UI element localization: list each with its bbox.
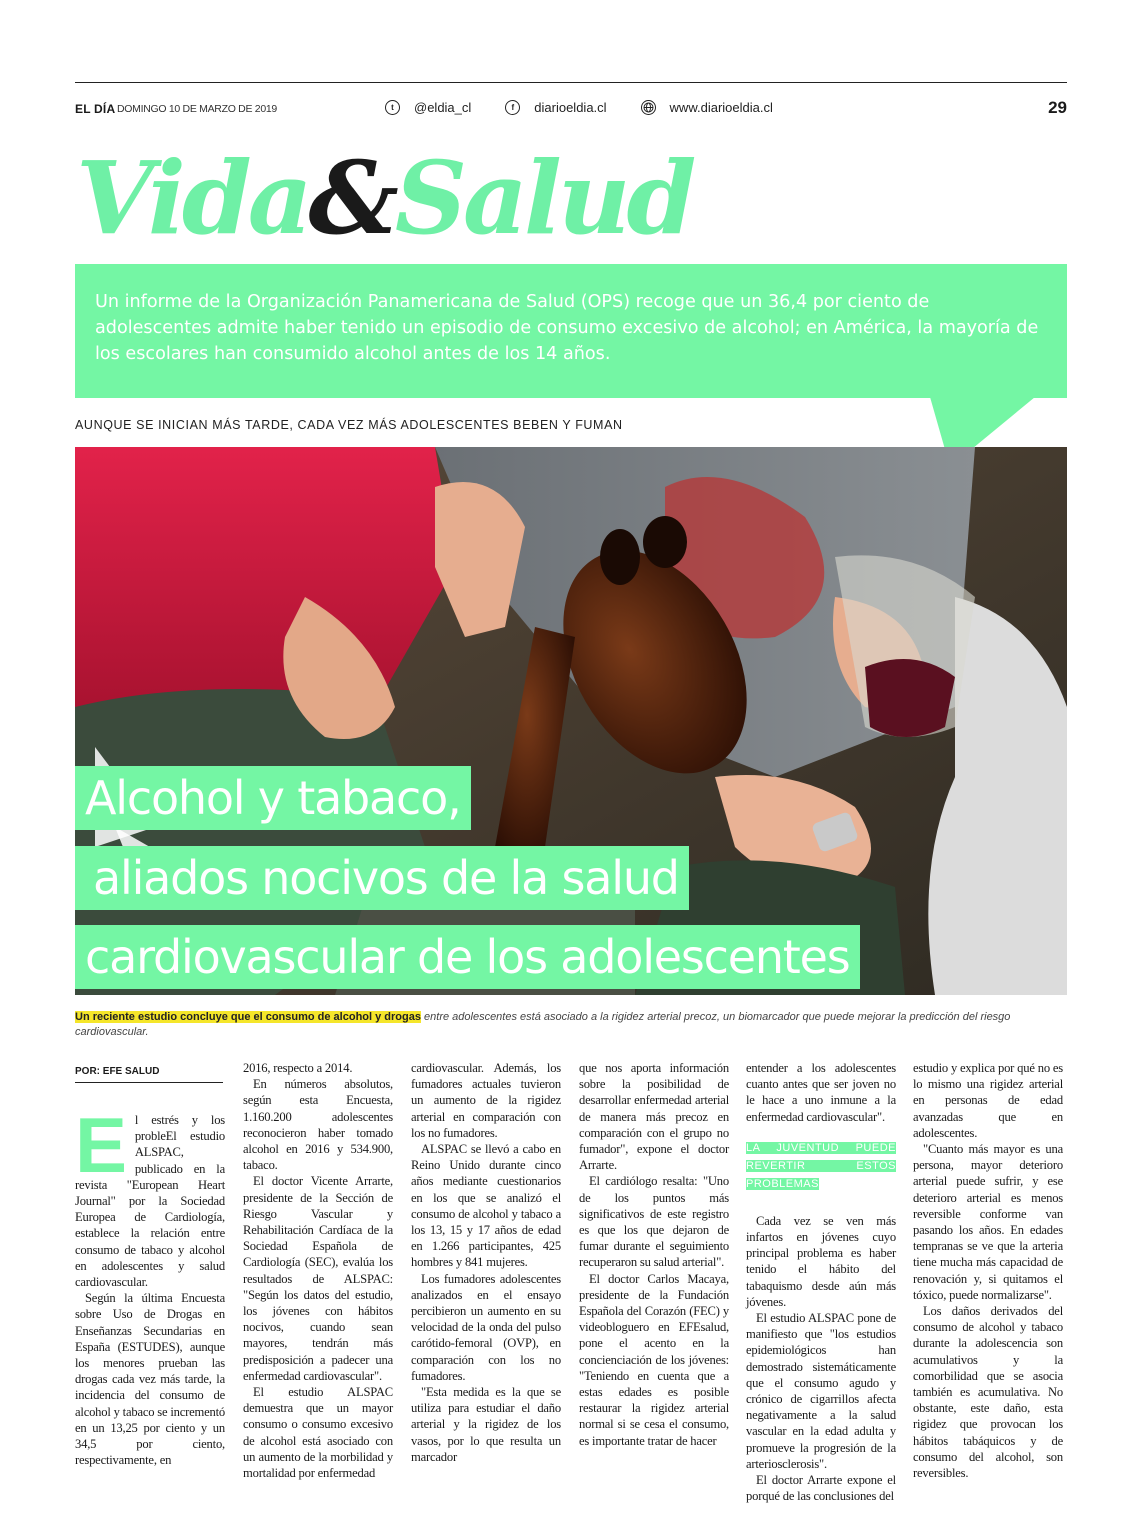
website-link[interactable]: www.diarioeldia.cl xyxy=(669,100,773,115)
article-photo xyxy=(75,447,1067,995)
paragraph: estudio y explica por qué no es lo mismo una rigidez arterial en personas de edad avanzadas que en adolescentes. xyxy=(913,1061,1063,1140)
page-number: 29 xyxy=(1048,98,1067,117)
paragraph: ALSPAC se llevó a cabo en Reino Unido durante cinco años mediante cuestionarios en los que se analizó el consumo de alcohol y tabaco a los 13, 15 y 17 años de edad en 1.266 participantes, 425 hombres y 841 mujeres. xyxy=(411,1142,561,1270)
drop-cap: E xyxy=(75,1101,127,1189)
paragraph: entender a los adolescentes cuanto antes que ser joven no le hace a uno inmune a la enfermedad cardiovascular". xyxy=(746,1061,896,1124)
paragraph: El estudio ALSPAC demuestra que un mayor consumo o consumo excesivo de alcohol está asociado con un aumento de la morbilidad y mortalidad por enfermedad xyxy=(243,1385,393,1481)
paragraph: l estrés y los probleEl estudio ALSPAC, publicado en la revista "European Heart Journal" por la Sociedad Europea de Cardiología, establece la relación entre consumo de tabaco y alcohol en adolescentes y salud cardiovascular. xyxy=(75,1113,225,1290)
paragraph: El estudio ALSPAC pone de manifiesto que "los estudios epidemiológicos han demostrado sistemáticamente que el consumo agudo y crónico de cigarrillos afecta negativamente a la salud vascular en la edad adulta y promueve la progresión de la arteriosclerosis". xyxy=(746,1311,896,1471)
lead-text: Un informe de la Organización Panamericana de Salud (OPS) recoge que un 36,4 por ciento de adolescentes admite haber tenido un episodio de consumo excesivo de alcohol; en América, la mayoría de los escolares han consumido alcohol antes de los 14 años. xyxy=(95,292,1039,364)
issue-date: DOMINGO 10 DE MARZO DE 2019 xyxy=(117,103,277,115)
article-column-1 xyxy=(75,1101,225,1468)
globe-icon xyxy=(641,100,656,115)
section-masthead xyxy=(76,138,692,258)
section-word-vida: Vida xyxy=(76,139,309,257)
paragraph: El doctor Arrarte expone el porqué de las conclusiones del xyxy=(746,1473,896,1504)
twitter-icon: t xyxy=(385,100,400,115)
paragraph: Según la última Encuesta sobre Uso de Drogas en Enseñanzas Secundarias en España (ESTUDES), aunque los menores prueban las drogas cada vez más tarde, la incidencia del consumo de alcohol y tabaco se incrementó en un 13,25 por ciento y un 34,5 por ciento, respectivamente, en xyxy=(75,1291,225,1468)
subhead-wrap xyxy=(746,1139,896,1193)
facebook-handle[interactable]: diarioeldia.cl xyxy=(534,100,607,115)
paragraph: Cada vez se ven más infartos en jóvenes cuyo principal problema es haber tenido el hábito del tabaquismo desde aún más jóvenes. xyxy=(746,1213,896,1309)
paragraph: que nos aporta información sobre la posibilidad de desarrollar enfermedad arterial de manera más precoz en comparación con el grupo no fumador", expone el doctor Arrarte. xyxy=(579,1061,729,1173)
article-column-2 xyxy=(243,1060,393,1481)
paragraph: Los fumadores adolescentes analizados en el ensayo percibieron un aumento en su velocidad de la onda del pulso carótido-femoral (OVP), en comparación con los no fumadores. xyxy=(411,1271,561,1383)
headline-line-3: cardiovascular de los adolescentes xyxy=(75,925,860,989)
paragraph: cardiovascular. Además, los fumadores actuales tuvieron un aumento de la rigidez arterial en comparación con los no fumadores. xyxy=(411,1061,561,1140)
paragraph: El doctor Carlos Macaya, presidente de la Fundación Española del Corazón (FEC) y videobloguero en EFEsalud, pone el acento en la concienciación de los jóvenes: "Teniendo en cuenta que a estas edades es posible restaurar la rigidez arterial normal si se cesa el consumo, es importante tratar de hacer xyxy=(579,1271,729,1448)
section-word-salud: Salud xyxy=(394,139,693,257)
facebook-icon: f xyxy=(505,100,520,115)
standfirst-rest: entre adolescentes está asociado a la rigidez arterial precoz, un biomarcador que puede mejorar la predicción del riesgo cardiovascular. xyxy=(75,1011,1011,1038)
headline-line-2: aliados nocivos de la salud xyxy=(75,846,689,910)
twitter-handle[interactable]: @eldia_cl xyxy=(414,100,472,115)
lead-box xyxy=(75,264,1067,398)
headline-line-1: Alcohol y tabaco, xyxy=(75,766,471,830)
subhead: LA JUVENTUD PUEDE REVERTIR ESTOS PROBLEMAS xyxy=(746,1141,896,1190)
paragraph: El cardiólogo resalta: "Uno de los puntos más significativos de este registro es que los que dejaron de fumar durante el seguimiento recuperaron su salud arterial". xyxy=(579,1174,729,1270)
paragraph: Los daños derivados del consumo de alcohol y tabaco durante la adolescencia son acumulativos y la comorbilidad que se asocia también es acumulativa. No obstante, este daño, esta rigidez que provocan los hábitos tabáquicos y de consumo del alcohol, son reversibles. xyxy=(913,1304,1063,1481)
paragraph: El doctor Vicente Arrarte, presidente de la Sección de Riesgo Vascular y Rehabilitación Cardíaca de la Sociedad Española de Cardiología (SEC), evalúa los resultados de ALSPAC: "Según los datos del estudio, los jóvenes con hábitos nocivos, cuando sean mayores, tendrán más predisposición a padecer una enfermedad cardiovascular". xyxy=(243,1174,393,1383)
top-rule xyxy=(75,82,1067,83)
page-header xyxy=(75,96,1067,124)
newspaper-name: EL DÍA xyxy=(75,102,116,116)
byline: POR: EFE SALUD xyxy=(75,1066,223,1083)
paragraph: "Esta medida es la que se utiliza para estudiar el daño arterial y la rigidez de los vasos, por lo que resulta un marcador xyxy=(411,1385,561,1464)
social-links xyxy=(385,100,773,115)
paragraph: 2016, respecto a 2014. xyxy=(243,1061,353,1075)
paragraph: En números absolutos, según esta Encuesta, 1.160.200 adolescentes reconocieron haber tomado alcohol en 2016 y 534.900, tabaco. xyxy=(243,1077,393,1173)
section-ampersand: & xyxy=(308,139,395,257)
article-column-5 xyxy=(746,1060,896,1504)
article-column-6 xyxy=(913,1060,1063,1481)
paragraph: "Cuanto más mayor es una persona, mayor deterioro arterial puede sufrir, y ese deterioro arterial es menos reversible conforme van pasando los años. En edades tempranas se ve que la arteria tiene mucha más capacidad de renovación y, si quitamos el tóxico, puede normalizarse". xyxy=(913,1142,1063,1302)
standfirst xyxy=(75,1010,1067,1040)
standfirst-highlight: Un reciente estudio concluye que el consumo de alcohol y drogas xyxy=(75,1011,421,1023)
article-column-4 xyxy=(579,1060,729,1449)
kicker: AUNQUE SE INICIAN MÁS TARDE, CADA VEZ MÁS ADOLESCENTES BEBEN Y FUMAN xyxy=(75,418,623,432)
article-column-3 xyxy=(411,1060,561,1465)
